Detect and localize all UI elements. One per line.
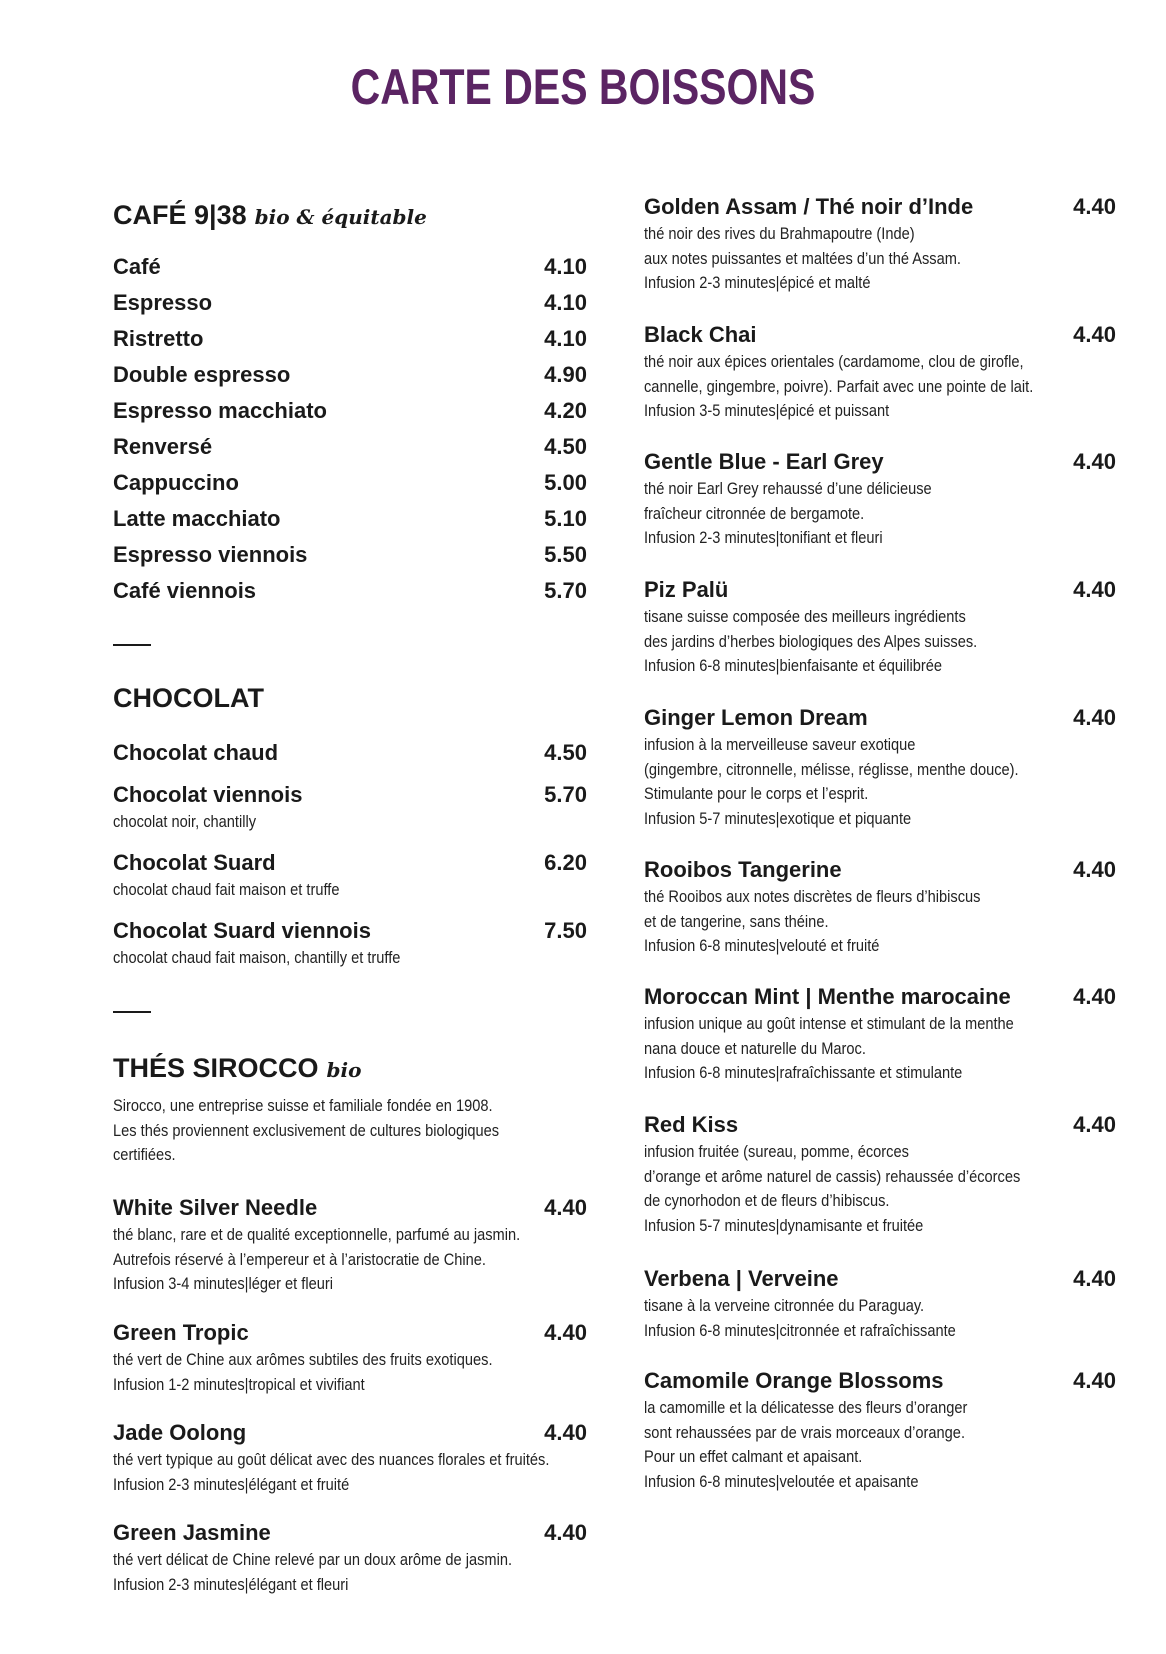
item-description: [644, 733, 1050, 831]
item-price: 4.40: [544, 1320, 587, 1345]
item-price: 4.40: [1073, 194, 1116, 219]
item-price: 4.40: [1073, 449, 1116, 474]
item-price: 4.10: [544, 326, 587, 351]
item-price: 4.20: [544, 398, 587, 423]
item-name: Chocolat Suard viennois: [113, 918, 371, 943]
description-line: (gingembre, citronnelle, mélisse, réglisse, menthe douce).: [644, 759, 1019, 779]
description-line: Infusion 5-7 minutes|exotique et piquante: [644, 808, 912, 828]
item-price: 4.40: [1073, 1266, 1116, 1291]
menu-item-camomile-orange-blossoms: [644, 1368, 1116, 1394]
item-description: [113, 1548, 521, 1597]
menu-item-chocolat-suard-viennois: [113, 918, 587, 944]
menu-item-rooibos-tangerine: [644, 857, 1116, 883]
item-description: [113, 1223, 521, 1297]
item-price: 5.70: [544, 578, 587, 603]
description-line: chocolat noir, chantilly: [113, 812, 257, 831]
cafe-tag: bio & équitable: [254, 205, 427, 229]
item-name: Gentle Blue - Earl Grey: [644, 449, 884, 474]
menu-item-chocolat-viennois: [113, 782, 587, 808]
intro-line: certifiées.: [113, 1145, 176, 1164]
item-description: [644, 885, 1050, 959]
description-line: fraîcheur citronnée de bergamote.: [644, 503, 865, 523]
item-name: Café viennois: [113, 578, 257, 603]
description-line: Infusion 6-8 minutes|rafraîchissante et stimulante: [644, 1063, 963, 1082]
item-name: Red Kiss: [644, 1112, 739, 1137]
item-name: Renversé: [113, 434, 213, 459]
item-price: 5.70: [544, 782, 587, 807]
item-name: Rooibos Tangerine: [644, 857, 842, 882]
description-line: thé noir des rives du Brahmapoutre (Inde): [644, 224, 915, 243]
description-line: infusion unique au goût intense et stimulant de la menthe: [644, 1014, 1014, 1033]
item-name: Jade Oolong: [113, 1420, 247, 1445]
item-description: [644, 1012, 1050, 1086]
description-line: Infusion 6-8 minutes|veloutée et apaisante: [644, 1471, 919, 1491]
item-price: 4.40: [1073, 857, 1116, 882]
menu-item-latte-macchiato: [113, 506, 587, 532]
description-line: nana douce et naturelle du Maroc.: [644, 1038, 866, 1058]
menu-item-renverse: [113, 434, 587, 460]
description-line: Infusion 5-7 minutes|dynamisante et fruitée: [644, 1215, 924, 1235]
item-price: 4.40: [544, 1420, 587, 1445]
menu-item-piz-palu: [644, 577, 1116, 603]
item-price: 7.50: [544, 918, 587, 943]
item-description: [644, 605, 1050, 679]
description-line: Infusion 1-2 minutes|tropical et vivifiant: [113, 1374, 365, 1394]
item-name: Espresso viennois: [113, 542, 308, 567]
description-line: Infusion 3-5 minutes|épicé et puissant: [644, 401, 890, 420]
item-name: Espresso macchiato: [113, 398, 327, 423]
item-name: Black Chai: [644, 322, 757, 347]
item-description: [113, 878, 521, 903]
description-line: thé noir Earl Grey rehaussé d’une délicieuse: [644, 479, 932, 498]
thes-intro: [113, 1094, 560, 1168]
description-line: Infusion 6-8 minutes|citronnée et rafraîchissante: [644, 1320, 956, 1340]
item-description: [644, 1140, 1050, 1238]
menu-item-ristretto: [113, 326, 587, 352]
description-line: infusion à la merveilleuse saveur exotique: [644, 735, 916, 754]
menu-item-cafe-viennois: [113, 578, 587, 604]
description-line: Infusion 2-3 minutes|tonifiant et fleuri: [644, 528, 883, 547]
item-name: Ristretto: [113, 326, 204, 351]
item-price: 4.40: [1073, 984, 1116, 1009]
description-line: thé Rooibos aux notes discrètes de fleurs d’hibiscus: [644, 887, 981, 906]
item-description: [644, 477, 1050, 551]
section-title-thes: [113, 1053, 361, 1084]
description-line: thé vert typique au goût délicat avec des nuances florales et fruités.: [113, 1450, 550, 1469]
menu-item-chocolat-suard: [113, 850, 587, 876]
item-description: [113, 810, 521, 835]
item-price: 4.40: [544, 1520, 587, 1545]
item-price: 4.50: [544, 740, 587, 765]
item-price: 5.00: [544, 470, 587, 495]
menu-item-jade-oolong: [113, 1420, 587, 1446]
description-line: thé noir aux épices orientales (cardamome, clou de girofle,: [644, 352, 1024, 371]
item-price: 4.40: [1073, 322, 1116, 347]
item-price: 4.40: [544, 1195, 587, 1220]
item-name: Chocolat chaud: [113, 740, 279, 765]
item-price: 4.90: [544, 362, 587, 387]
description-line: d’orange et arôme naturel de cassis) rehaussée d’écorces: [644, 1166, 1021, 1186]
item-name: Chocolat viennois: [113, 782, 303, 807]
item-name: Ginger Lemon Dream: [644, 705, 868, 730]
item-name: Green Tropic: [113, 1320, 249, 1345]
intro-line: Les thés proviennent exclusivement de cultures biologiques: [113, 1120, 500, 1140]
intro-line: Sirocco, une entreprise suisse et familiale fondée en 1908.: [113, 1096, 493, 1115]
description-line: Stimulante pour le corps et l’esprit.: [644, 784, 869, 803]
menu-item-green-tropic: [113, 1320, 587, 1346]
section-title-cafe: [113, 200, 427, 231]
menu-item-red-kiss: [644, 1112, 1116, 1138]
menu-item-verbena-verveine: [644, 1266, 1116, 1292]
description-line: la camomille et la délicatesse des fleurs d’oranger: [644, 1398, 968, 1417]
description-line: tisane suisse composée des meilleurs ingrédients: [644, 607, 966, 626]
item-description: [644, 222, 1050, 296]
item-price: 5.50: [544, 542, 587, 567]
item-description: [113, 1448, 550, 1497]
description-line: chocolat chaud fait maison, chantilly et truffe: [113, 948, 401, 967]
menu-item-espresso-macchiato: [113, 398, 587, 424]
description-line: sont rehaussées par de vrais morceaux d’orange.: [644, 1422, 966, 1442]
item-price: 4.40: [1073, 1368, 1116, 1393]
description-line: thé vert de Chine aux arômes subtiles des fruits exotiques.: [113, 1350, 493, 1369]
item-name: Camomile Orange Blossoms: [644, 1368, 944, 1393]
description-line: chocolat chaud fait maison et truffe: [113, 880, 340, 899]
thes-tag: bio: [326, 1058, 362, 1082]
item-description: [644, 1396, 1050, 1494]
description-line: de cynorhodon et de fleurs d’hibiscus.: [644, 1191, 890, 1210]
description-line: et de tangerine, sans théine.: [644, 911, 829, 931]
menu-item-ginger-lemon-dream: [644, 705, 1116, 731]
item-price: 4.40: [1073, 1112, 1116, 1137]
description-line: aux notes puissantes et maltées d’un thé Assam.: [644, 248, 961, 268]
item-name: Espresso: [113, 290, 213, 315]
menu-item-golden-assam-the-noir-d-inde: [644, 194, 1116, 220]
item-name: Café: [113, 254, 161, 279]
item-price: 6.20: [544, 850, 587, 875]
menu-item-cappuccino: [113, 470, 587, 496]
menu-item-gentle-blue-earl-grey: [644, 449, 1116, 475]
description-line: Infusion 2-3 minutes|épicé et malté: [644, 273, 871, 292]
description-line: cannelle, gingembre, poivre). Parfait avec une pointe de lait.: [644, 376, 1034, 396]
item-name: Double espresso: [113, 362, 291, 387]
description-line: Infusion 6-8 minutes|velouté et fruité: [644, 936, 880, 955]
item-name: Green Jasmine: [113, 1520, 271, 1545]
description-line: Infusion 2-3 minutes|élégant et fleuri: [113, 1574, 349, 1594]
item-price: 5.10: [544, 506, 587, 531]
divider: [113, 1011, 151, 1013]
description-line: Infusion 3-4 minutes|léger et fleuri: [113, 1274, 333, 1293]
page-title: CARTE DES BOISSONS: [350, 59, 816, 115]
description-line: Pour un effet calmant et apaisant.: [644, 1447, 863, 1466]
divider: [113, 644, 151, 646]
cafe-title: CAFÉ 9|38: [113, 200, 247, 230]
item-price: 4.10: [544, 290, 587, 315]
menu-item-moroccan-mint-menthe-marocaine: [644, 984, 1116, 1010]
section-title-chocolat: CHOCOLAT: [113, 683, 264, 713]
item-description: [113, 1348, 521, 1397]
menu-item-black-chai: [644, 322, 1116, 348]
menu-item-green-jasmine: [113, 1520, 587, 1546]
thes-title: THÉS SIROCCO: [113, 1053, 319, 1083]
item-name: Cappuccino: [113, 470, 239, 495]
item-name: White Silver Needle: [113, 1195, 318, 1220]
menu-item-cafe: [113, 254, 587, 280]
item-name: Piz Palü: [644, 577, 729, 602]
description-line: thé vert délicat de Chine relevé par un doux arôme de jasmin.: [113, 1550, 513, 1569]
item-name: Latte macchiato: [113, 506, 281, 531]
item-name: Chocolat Suard: [113, 850, 276, 875]
item-price: 4.40: [1073, 577, 1116, 602]
menu-item-white-silver-needle: [113, 1195, 587, 1221]
description-line: des jardins d’herbes biologiques des Alpes suisses.: [644, 631, 978, 651]
item-name: Verbena | Verveine: [644, 1266, 839, 1291]
description-line: infusion fruitée (sureau, pomme, écorces: [644, 1142, 909, 1161]
description-line: Infusion 2-3 minutes|élégant et fruité: [113, 1474, 350, 1494]
item-price: 4.10: [544, 254, 587, 279]
description-line: Infusion 6-8 minutes|bienfaisante et équilibrée: [644, 656, 943, 675]
description-line: thé blanc, rare et de qualité exceptionnelle, parfumé au jasmin.: [113, 1225, 521, 1244]
description-line: tisane à la verveine citronnée du Paraguay.: [644, 1296, 925, 1315]
menu-item-double-espresso: [113, 362, 587, 388]
item-price: 4.40: [1073, 705, 1116, 730]
item-name: Golden Assam / Thé noir d’Inde: [644, 194, 974, 219]
item-description: [113, 946, 521, 971]
description-line: Autrefois réservé à l’empereur et à l’aristocratie de Chine.: [113, 1249, 486, 1269]
menu-item-espresso-viennois: [113, 542, 587, 568]
menu-item-espresso: [113, 290, 587, 316]
item-description: [644, 350, 1050, 424]
item-name: Moroccan Mint | Menthe marocaine: [644, 984, 1011, 1009]
item-price: 4.50: [544, 434, 587, 459]
menu-item-chocolat-chaud: [113, 740, 587, 766]
item-description: [644, 1294, 1050, 1343]
